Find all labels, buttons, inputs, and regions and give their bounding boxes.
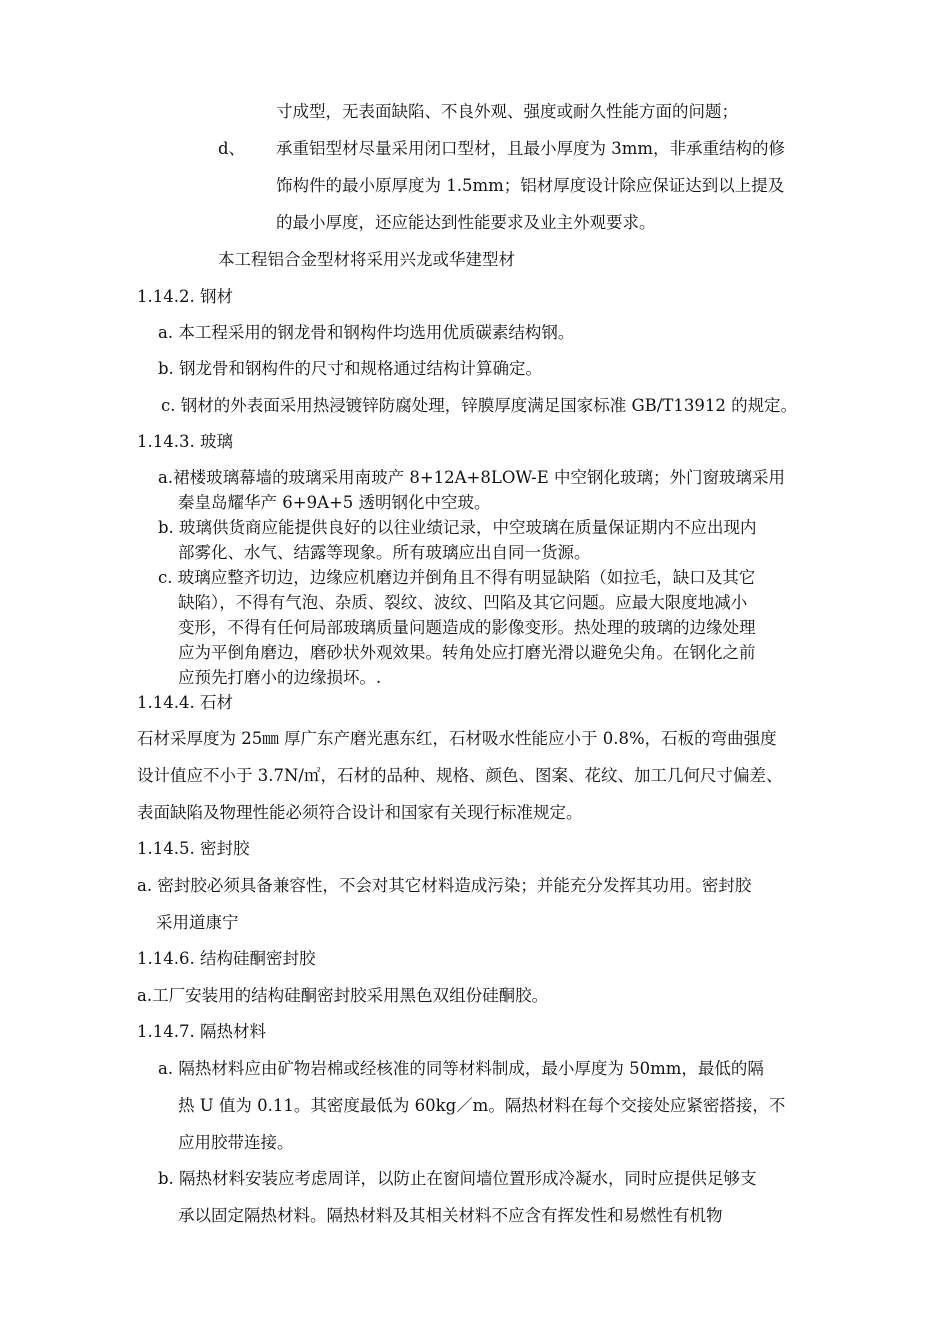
aluminum-note: 本工程铝合金型材将采用兴龙或华建型材 (218, 250, 515, 269)
stone-line2: 设计值应不小于 3.7N/㎡，石材的品种、规格、颜色、图案、花纹、加工几何尺寸偏差、 (137, 766, 783, 785)
heading-1-14-2: 1.14.2. 钢材 (137, 287, 233, 306)
structural-sealant-item-a: a.工厂安装用的结构硅酮密封胶采用黑色双组份硅酮胶。 (137, 986, 549, 1005)
insulation-item-b-line2: 承以固定隔热材料。隔热材料及其相关材料不应含有挥发性和易燃性有机物 (178, 1206, 723, 1225)
heading-1-14-6: 1.14.6. 结构硅酮密封胶 (137, 949, 316, 968)
item-c-continuation: 寸成型，无表面缺陷、不良外观、强度或耐久性能方面的问题； (276, 102, 738, 121)
sealant-item-a-line2: 采用道康宁 (156, 913, 239, 932)
glass-item-a-line2: 秦皇岛耀华产 6+9A+5 透明钢化中空玻。 (178, 493, 491, 512)
heading-1-14-3: 1.14.3. 玻璃 (137, 432, 233, 451)
insulation-item-a-line2: 热 U 值为 0.11。其密度最低为 60kg／m。隔热材料在每个交接处应紧密搭接，不 (178, 1096, 786, 1115)
stone-line1: 石材采厚度为 25㎜ 厚广东产磨光惠东红，石材吸水性能应小于 0.8%，石板的弯曲强度 (137, 729, 777, 748)
steel-item-b: b. 钢龙骨和钢构件的尺寸和规格通过结构计算确定。 (158, 359, 543, 378)
insulation-item-a-line3: 应用胶带连接。 (178, 1133, 294, 1152)
heading-1-14-5: 1.14.5. 密封胶 (137, 839, 250, 858)
heading-1-14-4: 1.14.4. 石材 (137, 693, 233, 712)
glass-item-b-line1: b. 玻璃供货商应能提供良好的以往业绩记录，中空玻璃在质量保证期内不应出现内 (158, 518, 757, 537)
glass-item-c-line2: 缺陷），不得有气泡、杂质、裂纹、波纹、凹陷及其它问题。应最大限度地减小 (178, 593, 748, 612)
sealant-item-a-line1: a. 密封胶必须具备兼容性，不会对其它材料造成污染；并能充分发挥其功用。密封胶 (137, 876, 752, 895)
stone-line3: 表面缺陷及物理性能必须符合设计和国家有关现行标准规定。 (137, 803, 583, 822)
insulation-item-b-line1: b. 隔热材料安装应考虑周详，以防止在窗间墙位置形成冷凝水，同时应提供足够支 (158, 1169, 757, 1188)
glass-item-c-line4: 应为平倒角磨边，磨砂状外观效果。转角处应打磨光滑以避免尖角。在钢化之前 (178, 643, 756, 662)
item-d-line2: 饰构件的最小原厚度为 1.5mm；铝材厚度设计除应保证达到以上提及 (276, 176, 785, 195)
glass-item-b-line2: 部雾化、水气、结露等现象。所有玻璃应出自同一货源。 (178, 543, 591, 562)
glass-item-c-line3: 变形，不得有任何局部玻璃质量问题造成的影像变形。热处理的玻璃的边缘处理 (178, 618, 756, 637)
insulation-item-a-line1: a. 隔热材料应由矿物岩棉或经核准的同等材料制成，最小厚度为 50mm，最低的隔 (158, 1059, 764, 1078)
glass-item-a-line1: a.裙楼玻璃幕墙的玻璃采用南玻产 8+12A+8LOW-E 中空钢化玻璃；外门窗玻璃采用 (158, 468, 785, 487)
item-d-line3: 的最小厚度，还应能达到性能要求及业主外观要求。 (276, 213, 656, 232)
item-d-marker: d、 (218, 139, 246, 158)
steel-item-a: a. 本工程采用的钢龙骨和钢构件均选用优质碳素结构钢。 (158, 323, 575, 342)
glass-item-c-line1: c. 玻璃应整齐切边，边缘应机磨边并倒角且不得有明显缺陷（如拉毛，缺口及其它 (158, 568, 756, 587)
heading-1-14-7: 1.14.7. 隔热材料 (137, 1022, 266, 1041)
steel-item-c: c. 钢材的外表面采用热浸镀锌防腐处理，锌膜厚度满足国家标准 GB/T13912 的规定。 (161, 396, 798, 415)
item-d-line1: 承重铝型材尽量采用闭口型材，且最小厚度为 3mm，非承重结构的修 (276, 139, 786, 158)
glass-item-c-line5: 应预先打磨小的边缘损坏。. (178, 668, 382, 687)
